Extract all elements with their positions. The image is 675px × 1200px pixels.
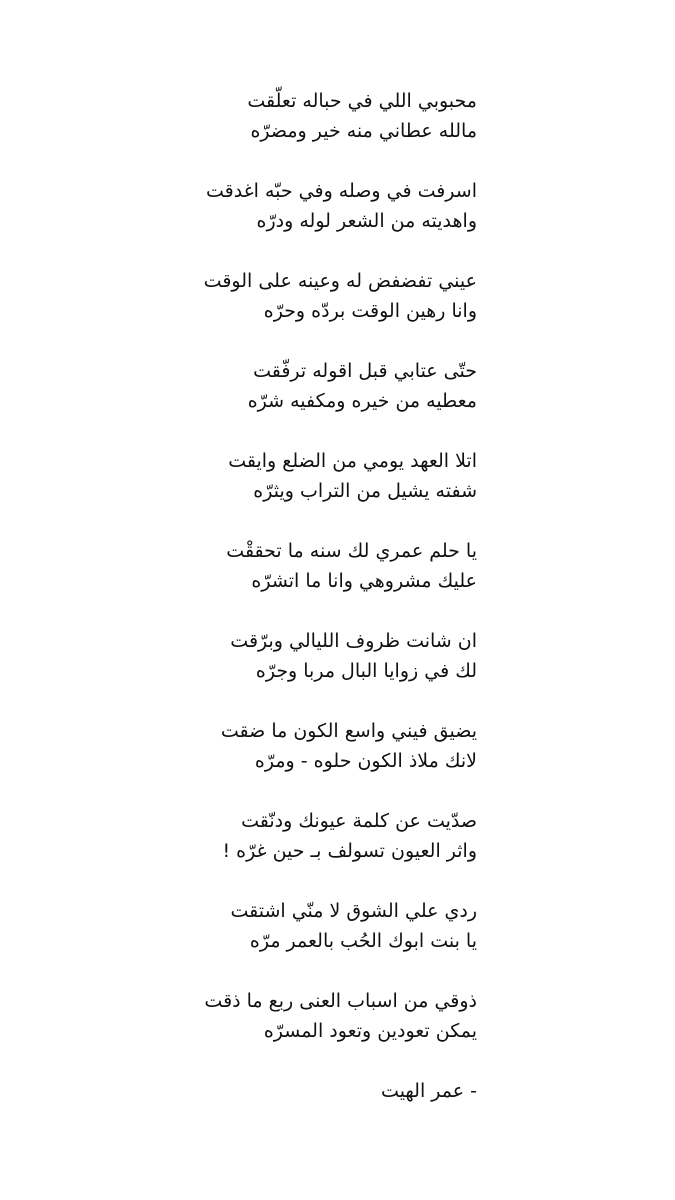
stanza bbox=[57, 986, 477, 1046]
verse-line: وانا رهين الوقت بردّه وحرّه bbox=[263, 300, 477, 322]
stanza bbox=[57, 536, 477, 596]
stanza bbox=[57, 356, 477, 416]
stanza bbox=[57, 716, 477, 776]
verse-line: واهديته من الشعر لوله ودرّه bbox=[256, 210, 477, 232]
verse-line: صدّيت عن كلمة عيونك ودنّقت bbox=[241, 810, 477, 832]
poet-signature: - عمر الهيت bbox=[381, 1080, 477, 1102]
verse-line: مالله عطاني منه خير ومضرّه bbox=[250, 120, 477, 142]
verse-line: محبوبي اللي في حباله تعلّقت bbox=[247, 90, 477, 112]
verse-line: لك في زوايا البال مربا وجرّه bbox=[255, 660, 477, 682]
verse-line: لانك ملاذ الكون حلوه - ومرّه bbox=[254, 750, 477, 772]
verse-line: اتلا العهد يومي من الضلع وايقت bbox=[228, 450, 477, 472]
verse-line: ذوقي من اسباب العنى ربع ما ذقت bbox=[204, 990, 477, 1012]
verse-line: حتّى عتابي قبل اقوله ترفّقت bbox=[253, 360, 477, 382]
verse-line: ان شانت ظروف الليالي وبرّقت bbox=[230, 630, 477, 652]
verse-line: شفته يشيل من التراب ويثرّه bbox=[253, 480, 477, 502]
stanza bbox=[57, 266, 477, 326]
verse-line: يضيق فيني واسع الكون ما ضقت bbox=[220, 720, 477, 742]
stanza bbox=[57, 896, 477, 956]
verse-line: يا حلم عمري لك سنه ما تحققْت bbox=[226, 540, 477, 562]
verse-line: يا بنت ابوك الحُب بالعمر مرّه bbox=[249, 930, 477, 952]
stanza bbox=[57, 446, 477, 506]
verse-line: اسرفت في وصله وفي حبّه اغدقت bbox=[205, 180, 477, 202]
verse-line: معطيه من خيره ومكفيه شرّه bbox=[247, 390, 477, 412]
verse-line: عيني تفضفض له وعينه على الوقت bbox=[203, 270, 477, 292]
verse-line: ردي علي الشوق لا منّي اشتقت bbox=[230, 900, 477, 922]
poem-text bbox=[57, 86, 477, 1106]
stanza bbox=[57, 176, 477, 236]
verse-line: يمكن تعودين وتعود المسرّه bbox=[263, 1020, 477, 1042]
stanza bbox=[57, 806, 477, 866]
verse-line: عليك مشروهي وانا ما اتشرّه bbox=[251, 570, 477, 592]
stanza bbox=[57, 86, 477, 146]
verse-line: واثر العيون تسولف بـ حين غرّه ! bbox=[222, 840, 477, 862]
stanza bbox=[57, 626, 477, 686]
